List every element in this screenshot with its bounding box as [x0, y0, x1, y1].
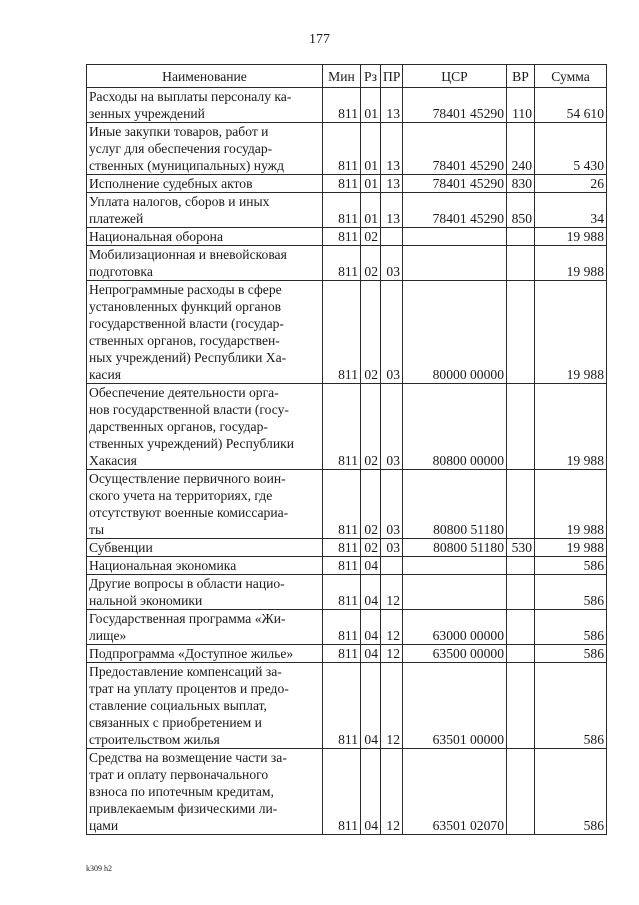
row-vr: 110 — [507, 88, 535, 123]
row-rz: 01 — [361, 193, 381, 228]
table-body — [87, 88, 607, 835]
row-csr — [403, 557, 507, 575]
row-vr — [507, 246, 535, 281]
row-csr: 63000 00000 — [403, 610, 507, 645]
row-name: Национальная оборона — [87, 228, 323, 246]
row-csr — [403, 246, 507, 281]
row-rz: 02 — [361, 470, 381, 539]
table-row — [87, 610, 607, 645]
row-min: 811 — [323, 539, 361, 557]
row-vr — [507, 384, 535, 470]
row-name: Обеспечение деятельности орга- нов государственной власти (госу- дарственных органов, государ- ственных учреждений) Республики Хакасия — [87, 384, 323, 470]
row-name: Средства на возмещение части за- трат и оплату первоначального взноса по ипотечным кредитам, привлекаемым физическими ли- цами — [87, 749, 323, 835]
row-min: 811 — [323, 575, 361, 610]
table-row — [87, 281, 607, 384]
row-pr: 03 — [381, 246, 403, 281]
row-min: 811 — [323, 645, 361, 663]
row-rz: 02 — [361, 384, 381, 470]
table-row — [87, 193, 607, 228]
row-min: 811 — [323, 88, 361, 123]
row-csr: 78401 45290 — [403, 193, 507, 228]
row-name: Национальная экономика — [87, 557, 323, 575]
budget-table — [86, 64, 607, 835]
row-vr — [507, 645, 535, 663]
table-row — [87, 384, 607, 470]
row-csr: 78401 45290 — [403, 88, 507, 123]
table-row — [87, 575, 607, 610]
row-pr: 12 — [381, 749, 403, 835]
row-csr: 80800 00000 — [403, 384, 507, 470]
row-pr — [381, 228, 403, 246]
row-sum: 586 — [535, 645, 607, 663]
row-rz: 02 — [361, 228, 381, 246]
row-name: Непрограммные расходы в сфере установленных функций органов государственной власти (государ- ственных органов, государствен- ных учреждений) Республики Ха- касия — [87, 281, 323, 384]
row-rz: 04 — [361, 645, 381, 663]
row-min: 811 — [323, 749, 361, 835]
row-vr — [507, 575, 535, 610]
row-csr: 80800 51180 — [403, 470, 507, 539]
row-min: 811 — [323, 281, 361, 384]
row-vr: 240 — [507, 123, 535, 175]
row-name: Субвенции — [87, 539, 323, 557]
row-min: 811 — [323, 663, 361, 749]
row-min: 811 — [323, 175, 361, 193]
table-row — [87, 663, 607, 749]
row-csr: 80000 00000 — [403, 281, 507, 384]
row-min: 811 — [323, 193, 361, 228]
row-min: 811 — [323, 123, 361, 175]
footer-code: k309 h2 — [86, 864, 112, 873]
row-min: 811 — [323, 384, 361, 470]
row-sum: 19 988 — [535, 539, 607, 557]
row-csr — [403, 228, 507, 246]
table-header-row — [87, 65, 607, 88]
header-pr: ПР — [381, 65, 403, 88]
table-row — [87, 557, 607, 575]
row-rz: 04 — [361, 575, 381, 610]
row-rz: 02 — [361, 281, 381, 384]
row-pr: 13 — [381, 88, 403, 123]
row-pr: 13 — [381, 123, 403, 175]
row-name: Мобилизационная и вневойсковая подготовка — [87, 246, 323, 281]
row-sum: 54 610 — [535, 88, 607, 123]
row-pr: 03 — [381, 539, 403, 557]
row-vr — [507, 228, 535, 246]
row-name: Государственная программа «Жи- лище» — [87, 610, 323, 645]
row-sum: 19 988 — [535, 384, 607, 470]
row-pr: 12 — [381, 610, 403, 645]
row-csr — [403, 575, 507, 610]
row-csr: 78401 45290 — [403, 175, 507, 193]
row-rz: 01 — [361, 88, 381, 123]
table-row — [87, 88, 607, 123]
row-name: Подпрограмма «Доступное жилье» — [87, 645, 323, 663]
row-name: Иные закупки товаров, работ и услуг для обеспечения государ- ственных (муниципальных) нужд — [87, 123, 323, 175]
page-number: 177 — [309, 32, 330, 47]
row-csr: 78401 45290 — [403, 123, 507, 175]
row-sum: 26 — [535, 175, 607, 193]
row-csr: 63501 00000 — [403, 663, 507, 749]
table-row — [87, 246, 607, 281]
row-pr: 13 — [381, 175, 403, 193]
row-rz: 01 — [361, 123, 381, 175]
row-sum: 19 988 — [535, 281, 607, 384]
row-vr — [507, 749, 535, 835]
row-min: 811 — [323, 557, 361, 575]
table-row — [87, 539, 607, 557]
row-csr: 80800 51180 — [403, 539, 507, 557]
row-rz: 04 — [361, 557, 381, 575]
row-sum: 19 988 — [535, 246, 607, 281]
row-rz: 02 — [361, 539, 381, 557]
row-pr: 03 — [381, 281, 403, 384]
row-pr — [381, 557, 403, 575]
row-sum: 19 988 — [535, 228, 607, 246]
row-min: 811 — [323, 610, 361, 645]
row-vr — [507, 470, 535, 539]
row-vr — [507, 610, 535, 645]
header-sum: Сумма — [535, 65, 607, 88]
row-vr: 530 — [507, 539, 535, 557]
header-name: Наименование — [87, 65, 323, 88]
row-pr: 12 — [381, 575, 403, 610]
row-name: Уплата налогов, сборов и иных платежей — [87, 193, 323, 228]
row-sum: 586 — [535, 575, 607, 610]
table-row — [87, 470, 607, 539]
header-csr: ЦСР — [403, 65, 507, 88]
table-row — [87, 645, 607, 663]
row-sum: 19 988 — [535, 470, 607, 539]
row-rz: 04 — [361, 749, 381, 835]
row-name: Другие вопросы в области нацио- нальной экономики — [87, 575, 323, 610]
row-name: Исполнение судебных актов — [87, 175, 323, 193]
row-sum: 34 — [535, 193, 607, 228]
row-name: Предоставление компенсаций за- трат на уплату процентов и предо- ставление социальных выплат, связанных с приобретением и строительством жилья — [87, 663, 323, 749]
row-vr — [507, 663, 535, 749]
row-sum: 586 — [535, 749, 607, 835]
row-pr: 03 — [381, 470, 403, 539]
table-row — [87, 749, 607, 835]
table-row — [87, 175, 607, 193]
table-row — [87, 123, 607, 175]
row-rz: 01 — [361, 175, 381, 193]
row-min: 811 — [323, 228, 361, 246]
row-rz: 04 — [361, 663, 381, 749]
row-min: 811 — [323, 246, 361, 281]
row-sum: 586 — [535, 663, 607, 749]
row-vr: 850 — [507, 193, 535, 228]
row-pr: 03 — [381, 384, 403, 470]
table-row — [87, 228, 607, 246]
row-rz: 04 — [361, 610, 381, 645]
row-vr: 830 — [507, 175, 535, 193]
row-vr — [507, 281, 535, 384]
row-rz: 02 — [361, 246, 381, 281]
row-pr: 13 — [381, 193, 403, 228]
row-vr — [507, 557, 535, 575]
row-sum: 586 — [535, 610, 607, 645]
header-min: Мин — [323, 65, 361, 88]
row-sum: 586 — [535, 557, 607, 575]
row-sum: 5 430 — [535, 123, 607, 175]
row-csr: 63501 02070 — [403, 749, 507, 835]
row-min: 811 — [323, 470, 361, 539]
header-rz: Рз — [361, 65, 381, 88]
header-vr: ВР — [507, 65, 535, 88]
row-name: Осуществление первичного воин- ского учета на территориях, где отсутствуют военные комиссариа- ты — [87, 470, 323, 539]
row-pr: 12 — [381, 645, 403, 663]
row-name: Расходы на выплаты персоналу ка- зенных учреждений — [87, 88, 323, 123]
row-csr: 63500 00000 — [403, 645, 507, 663]
row-pr: 12 — [381, 663, 403, 749]
